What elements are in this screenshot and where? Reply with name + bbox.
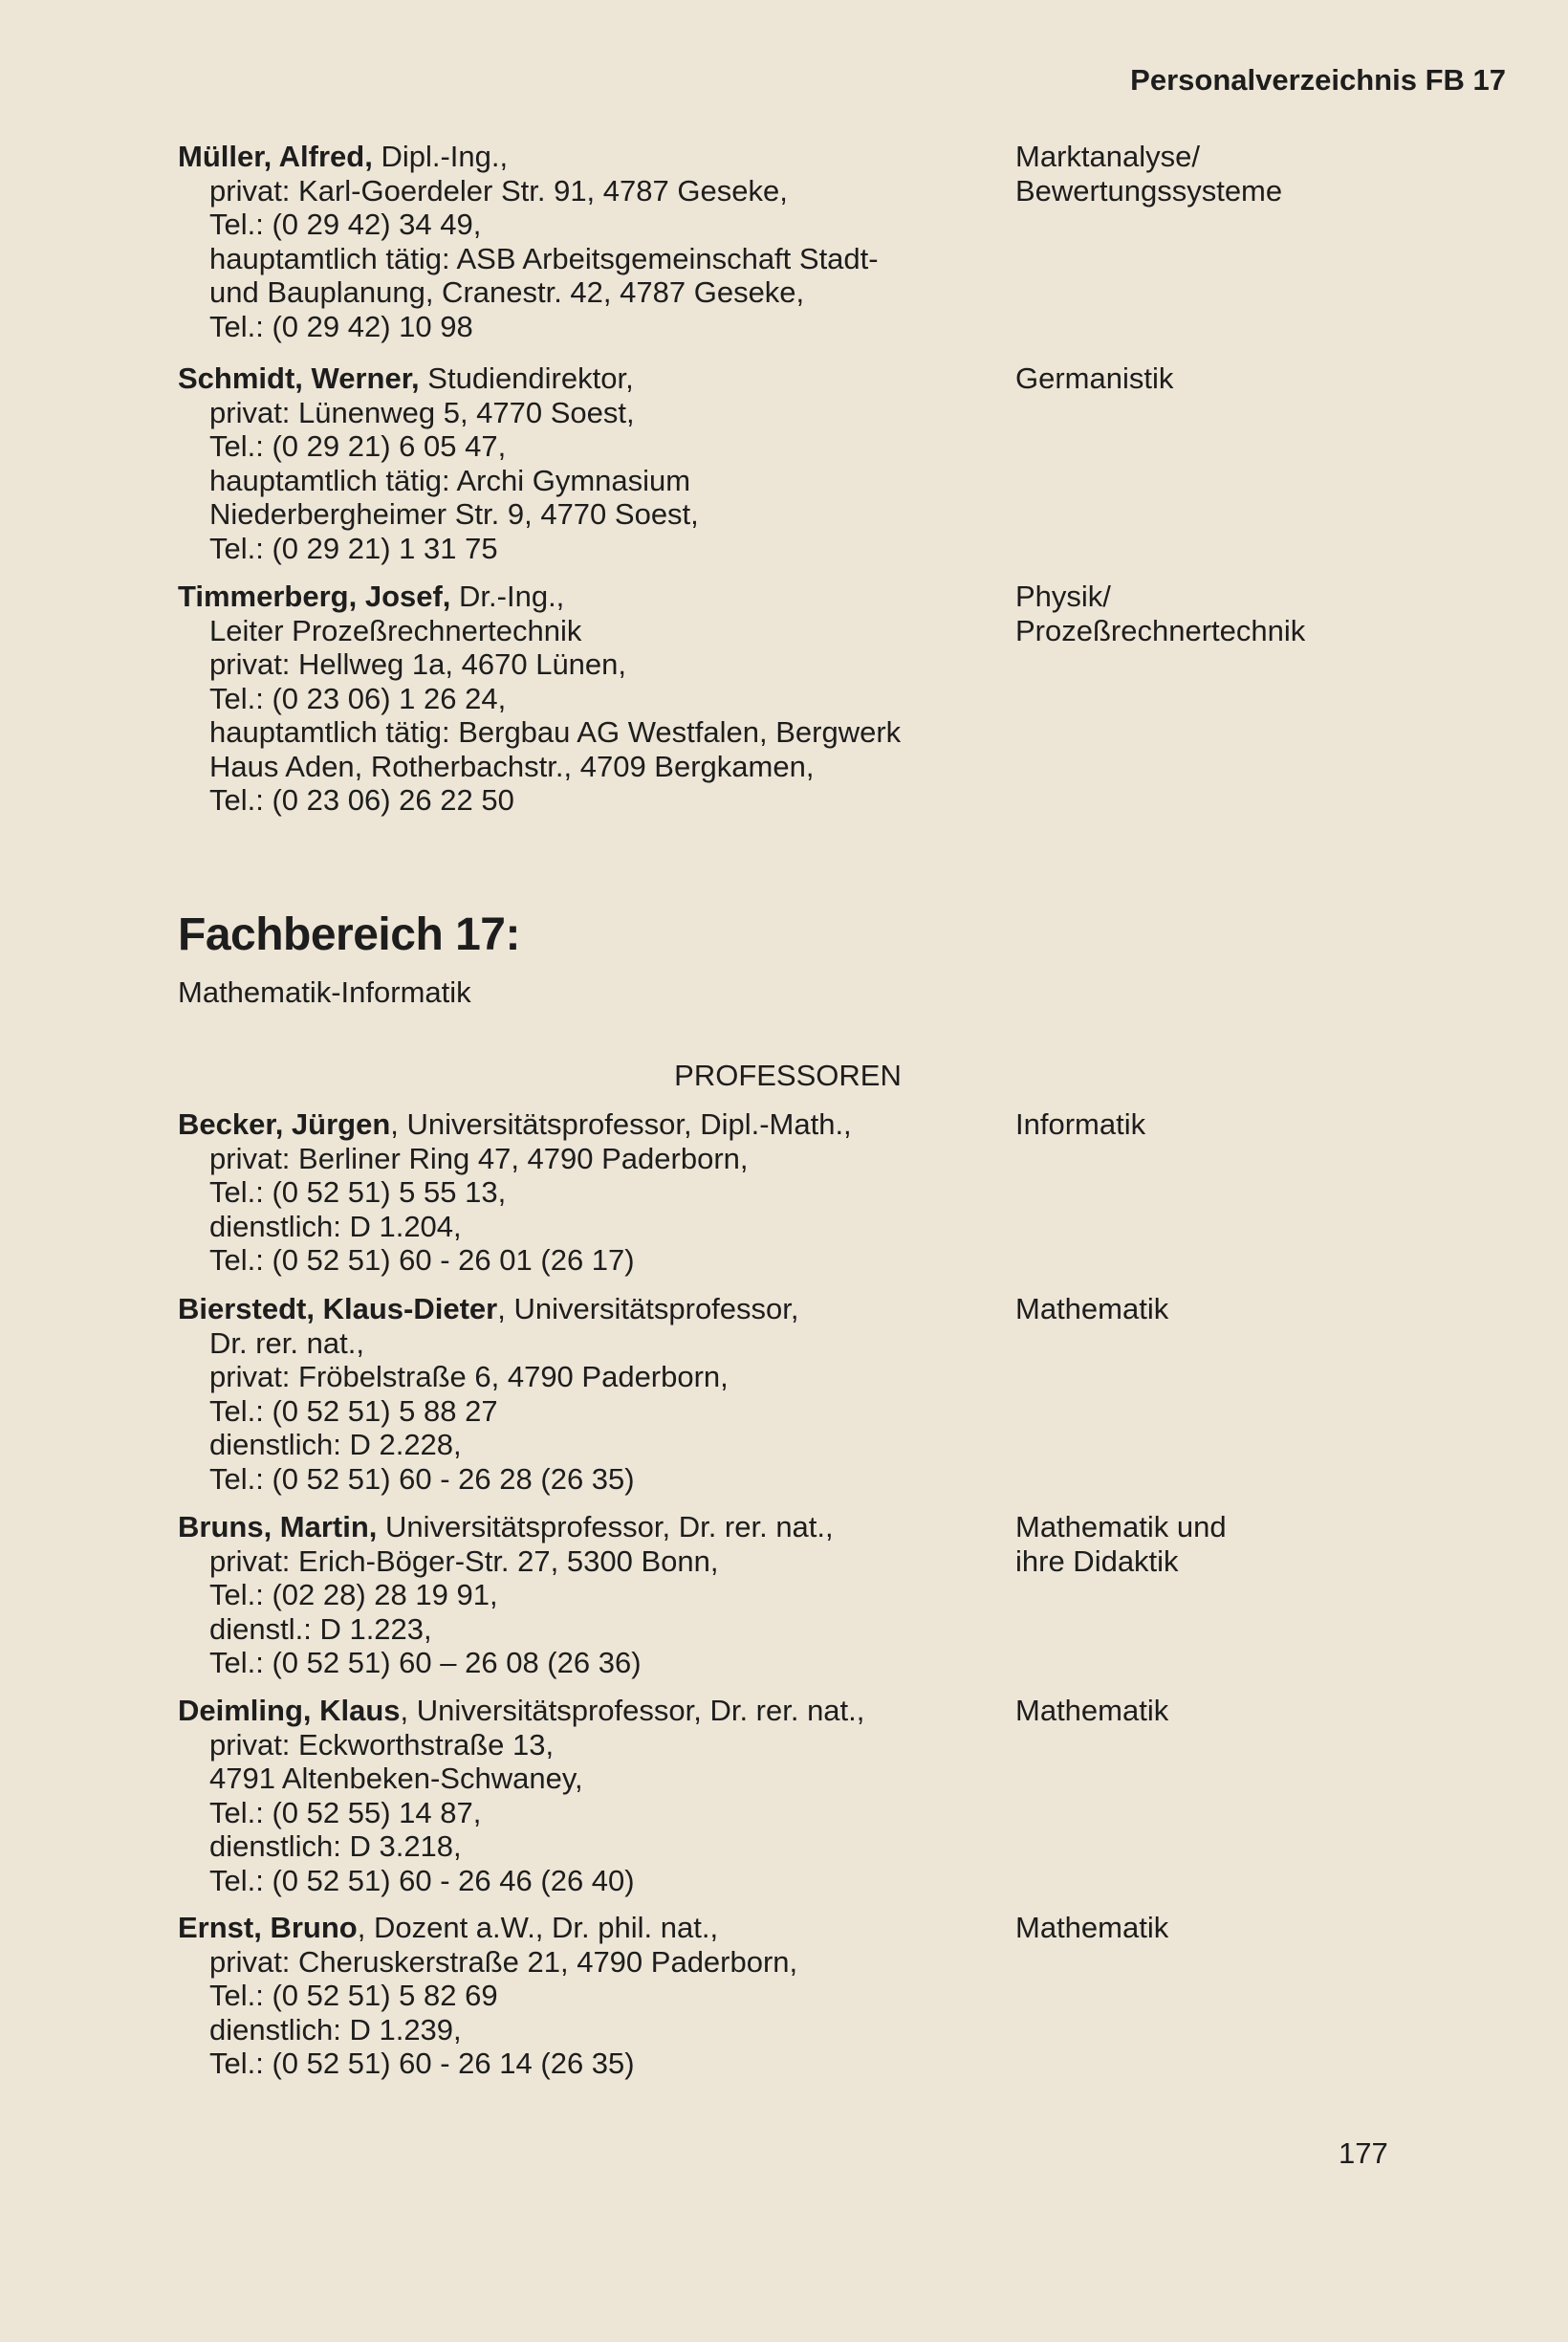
entry-details: [178, 361, 1010, 565]
entry-title: , Dozent a.W., Dr. phil. nat.,: [357, 1911, 719, 1944]
entry-line: Tel.: (0 23 06) 26 22 50: [209, 783, 514, 817]
entry-details: [178, 580, 1010, 818]
entry-first-line: [178, 1107, 1010, 1142]
entry-bierstedt: [178, 1292, 1459, 1496]
entry-line: privat: Karl-Goerdeler Str. 91, 4787 Geseke,: [209, 173, 788, 208]
entry-details: [178, 1292, 1010, 1496]
entry-line: Tel.: (02 28) 28 19 91,: [209, 1578, 498, 1611]
entry-line: privat: Lünenweg 5, 4770 Soest,: [209, 395, 635, 429]
entry-details: [178, 1911, 1010, 2081]
entry-subject: [1015, 580, 1436, 647]
entry-bruns: [178, 1510, 1459, 1680]
entry-line: Haus Aden, Rotherbachstr., 4709 Bergkamen,: [209, 749, 815, 783]
entry-line: privat: Cheruskerstraße 21, 4790 Paderborn,: [209, 1944, 798, 1979]
entry-name: Bruns, Martin,: [178, 1510, 378, 1543]
entry-name: Schmidt, Werner,: [178, 361, 420, 395]
page-number: 177: [1339, 2136, 1388, 2170]
subject-line: Prozeßrechnertechnik: [1015, 613, 1306, 647]
entry-subject: [1015, 1107, 1436, 1142]
entry-becker: [178, 1107, 1459, 1278]
entry-title: , Universitätsprofessor,: [497, 1292, 799, 1325]
entry-line: dienstlich: D 2.228,: [209, 1428, 462, 1461]
section-subtitle: Mathematik-Informatik: [178, 975, 471, 1009]
entry-line: Tel.: (0 52 51) 5 82 69: [209, 1979, 498, 2012]
entry-name: Deimling, Klaus: [178, 1694, 401, 1727]
entry-title: Dr.-Ing.,: [450, 580, 565, 613]
entry-name: Müller, Alfred,: [178, 140, 373, 173]
entry-name: Ernst, Bruno: [178, 1911, 358, 1944]
entry-details: [178, 1694, 1010, 1897]
entry-subject: [1015, 361, 1436, 396]
subject-line: Informatik: [1015, 1107, 1146, 1141]
entry-title: , Universitätsprofessor, Dr. rer. nat.,: [400, 1694, 865, 1727]
entry-line: Tel.: (0 52 51) 60 - 26 46 (26 40): [209, 1863, 635, 1897]
entry-ernst: [178, 1911, 1459, 2081]
entry-title: Universitätsprofessor, Dr. rer. nat.,: [377, 1510, 834, 1543]
entry-subject: [1015, 1911, 1436, 1945]
entry-line: privat: Fröbelstraße 6, 4790 Paderborn,: [209, 1360, 729, 1393]
subject-line: Physik/: [1015, 580, 1111, 613]
subject-line: Mathematik: [1015, 1911, 1169, 1944]
entry-subject: [1015, 1694, 1436, 1728]
group-heading-label: PROFESSOREN: [674, 1059, 902, 1092]
entry-subject: [1015, 1510, 1436, 1578]
entry-first-line: [178, 580, 1010, 614]
entry-first-line: [178, 361, 1010, 396]
entry-line: Tel.: (0 52 51) 60 - 26 28 (26 35): [209, 1461, 635, 1496]
group-heading: [0, 1059, 1568, 1093]
entry-line: privat: Erich-Böger-Str. 27, 5300 Bonn,: [209, 1543, 719, 1578]
entry-details: [178, 1510, 1010, 1680]
subject-line: Mathematik: [1015, 1694, 1169, 1727]
entry-name: Becker, Jürgen: [178, 1107, 391, 1141]
subject-line: Bewertungssysteme: [1015, 173, 1283, 208]
entry-line: Tel.: (0 52 51) 60 - 26 14 (26 35): [209, 2047, 635, 2080]
entry-line: hauptamtlich tätig: Bergbau AG Westfalen, Bergwerk: [209, 715, 902, 749]
entry-first-line: [178, 1911, 1010, 1945]
entry-title: Dipl.-Ing.,: [372, 140, 509, 173]
entry-line: privat: Hellweg 1a, 4670 Lünen,: [209, 647, 627, 681]
entry-name: Bierstedt, Klaus-Dieter: [178, 1292, 498, 1325]
entry-title: Studiendirektor,: [419, 361, 634, 395]
entry-line: Tel.: (0 29 42) 34 49,: [209, 208, 482, 241]
entry-details: [178, 1107, 1010, 1278]
entry-line: dienstlich: D 1.204,: [209, 1209, 462, 1243]
entry-line: Tel.: (0 52 51) 5 55 13,: [209, 1175, 507, 1209]
entry-line: Tel.: (0 29 21) 1 31 75: [209, 531, 498, 565]
subject-line: Germanistik: [1015, 361, 1174, 395]
entry-line: Tel.: (0 29 21) 6 05 47,: [209, 429, 507, 463]
entry-line: Tel.: (0 52 51) 60 – 26 08 (26 36): [209, 1646, 642, 1679]
entry-subject: [1015, 140, 1436, 208]
entry-line: hauptamtlich tätig: Archi Gymnasium: [209, 463, 691, 497]
subject-line: Mathematik und: [1015, 1510, 1227, 1543]
entry-first-line: [178, 1694, 1010, 1728]
entry-line: Niederbergheimer Str. 9, 4770 Soest,: [209, 497, 699, 531]
entry-title: , Universitätsprofessor, Dipl.-Math.,: [390, 1107, 852, 1141]
entry-name: Timmerberg, Josef,: [178, 580, 451, 613]
entry-first-line: [178, 140, 1010, 174]
subject-line: ihre Didaktik: [1015, 1543, 1179, 1578]
entry-line: dienstl.: D 1.223,: [209, 1611, 432, 1646]
entry-subject: [1015, 1292, 1436, 1326]
entry-timmerberg: [178, 580, 1459, 818]
section-title: Fachbereich 17:: [178, 909, 520, 960]
subject-line: Mathematik: [1015, 1292, 1169, 1325]
entry-line: Tel.: (0 29 42) 10 98: [209, 309, 473, 343]
entry-line: dienstlich: D 1.239,: [209, 2012, 462, 2047]
entry-line: Tel.: (0 23 06) 1 26 24,: [209, 681, 507, 715]
subject-line: Marktanalyse/: [1015, 140, 1200, 173]
entry-line: dienstlich: D 3.218,: [209, 1829, 462, 1863]
entry-line: Dr. rer. nat.,: [209, 1325, 364, 1360]
entry-deimling: [178, 1694, 1459, 1897]
entry-schmidt: [178, 361, 1459, 565]
entry-line: und Bauplanung, Cranestr. 42, 4787 Geseke,: [209, 275, 805, 309]
entry-line: 4791 Altenbeken-Schwaney,: [209, 1762, 583, 1795]
entry-line: privat: Eckworthstraße 13,: [209, 1727, 555, 1762]
entry-first-line: [178, 1510, 1010, 1544]
entry-details: [178, 140, 1010, 343]
running-head: Personalverzeichnis FB 17: [1130, 63, 1506, 97]
entry-first-line: [178, 1292, 1010, 1326]
entry-line: Tel.: (0 52 55) 14 87,: [209, 1795, 482, 1829]
entry-line: hauptamtlich tätig: ASB Arbeitsgemeinschaft Stadt-: [209, 241, 879, 275]
entry-line: Leiter Prozeßrechnertechnik: [209, 613, 582, 647]
entry-line: privat: Berliner Ring 47, 4790 Paderborn,: [209, 1141, 749, 1175]
entry-mueller: [178, 140, 1459, 343]
entry-line: Tel.: (0 52 51) 5 88 27: [209, 1393, 498, 1428]
entry-line: Tel.: (0 52 51) 60 - 26 01 (26 17): [209, 1243, 635, 1277]
